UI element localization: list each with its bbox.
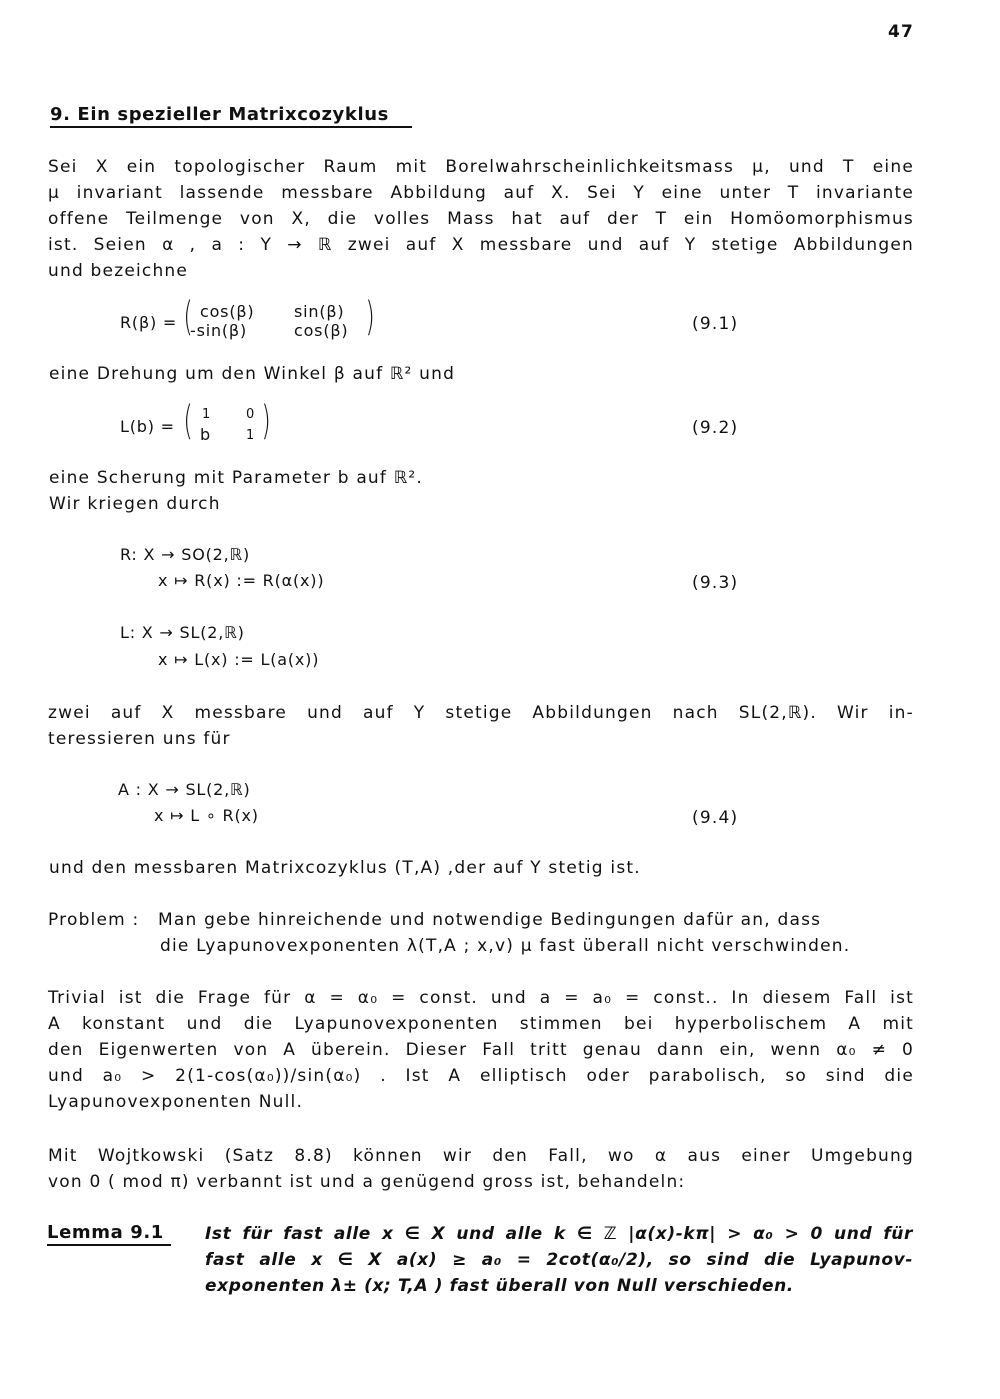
lemma-line1: Ist für fast alle x ∈ X und alle k ∈ ℤ |α(x)-kπ| > α₀ > 0 und für bbox=[205, 1224, 913, 1244]
para3-line: und a₀ > 2(1-cos(α₀))/sin(α₀) . Ist A elliptisch oder parabolisch, so sind die bbox=[48, 1066, 914, 1086]
eq92-m11: 1 bbox=[202, 407, 212, 422]
problem-line2: die Lyapunovexponenten λ(T,A ; x,v) μ fast überall nicht verschwinden. bbox=[160, 936, 851, 956]
para1-line: und bezeichne bbox=[48, 261, 189, 281]
para1-line: Sei X ein topologischer Raum mit Borelwahrscheinlichkeitsmass μ, und T eine bbox=[48, 157, 914, 177]
text-rotation: eine Drehung um den Winkel β auf ℝ² und bbox=[49, 364, 456, 384]
para3-line: A konstant und die Lyapunovexponenten stimmen bei hyperbolischem A mit bbox=[48, 1014, 914, 1034]
eqL-line2: x ↦ L(x) := L(a(x)) bbox=[158, 650, 320, 669]
para1-line: μ invariant lassende messbare Abbildung auf X. Sei Y eine unter T invariante bbox=[48, 183, 914, 203]
text-shear: eine Scherung mit Parameter b auf ℝ². bbox=[49, 468, 423, 488]
eq94-line2: x ↦ L ∘ R(x) bbox=[154, 806, 259, 825]
lemma-line2: fast alle x ∈ X a(x) ≥ a₀ = 2cot(α₀/2), so sind die Lyapunov- bbox=[205, 1250, 913, 1270]
para3-line: den Eigenwerten von A überein. Dieser Fall tritt genau dann ein, wenn α₀ ≠ 0 bbox=[48, 1040, 914, 1060]
right-paren: ) bbox=[365, 294, 376, 340]
lemma-line3: exponenten λ± (x; T,A ) fast überall von Null verschieden. bbox=[205, 1276, 794, 1296]
eq94-line1: A : X → SL(2,ℝ) bbox=[118, 780, 251, 799]
para4-line: Mit Wojtkowski (Satz 8.8) können wir den Fall, wo α aus einer Umgebung bbox=[48, 1146, 914, 1166]
eq92-number: (9.2) bbox=[692, 418, 739, 438]
eq92-m22: 1 bbox=[246, 428, 256, 443]
para1-line: offene Teilmenge von X, die volles Mass hat auf der T ein Homöomorphismus bbox=[48, 209, 914, 229]
para1-line: ist. Seien α , a : Y → ℝ zwei auf X messbare und auf Y stetige Abbildungen bbox=[48, 235, 914, 255]
para4-line: von 0 ( mod π) verbannt ist und a genügend gross ist, behandeln: bbox=[48, 1172, 686, 1192]
left-paren: ( bbox=[183, 398, 194, 444]
lemma-label: Lemma 9.1 bbox=[47, 1222, 164, 1243]
eq91-number: (9.1) bbox=[692, 314, 739, 334]
eq93-line2: x ↦ R(x) := R(α(x)) bbox=[158, 571, 325, 590]
eq91-m21: -sin(β) bbox=[190, 321, 247, 340]
para2-line: zwei auf X messbare und auf Y stetige Abbildungen nach SL(2,ℝ). Wir in- bbox=[48, 703, 914, 723]
title-underline bbox=[50, 126, 412, 128]
right-paren: ) bbox=[261, 398, 272, 444]
eqL-line1: L: X → SL(2,ℝ) bbox=[120, 623, 245, 642]
para2-line: teressieren uns für bbox=[48, 729, 231, 749]
section-title: 9. Ein spezieller Matrixcozyklus bbox=[50, 104, 389, 125]
para3-line: Trivial ist die Frage für α = α₀ = const. und a = a₀ = const.. In diesem Fall ist bbox=[48, 988, 914, 1008]
text-wir: Wir kriegen durch bbox=[49, 494, 221, 514]
problem-label: Problem : bbox=[48, 910, 140, 930]
para3-line: Lyapunovexponenten Null. bbox=[48, 1092, 304, 1112]
eq94-number: (9.4) bbox=[692, 808, 739, 828]
eq92-m12: 0 bbox=[246, 407, 256, 422]
eq91-m22: cos(β) bbox=[294, 321, 349, 340]
page-number: 47 bbox=[888, 22, 915, 42]
left-paren: ( bbox=[183, 294, 194, 340]
eq93-number: (9.3) bbox=[692, 573, 739, 593]
problem-line1: Man gebe hinreichende und notwendige Bedingungen dafür an, dass bbox=[158, 910, 822, 930]
eq91-m12: sin(β) bbox=[294, 302, 345, 321]
eq92-m21: b bbox=[200, 425, 211, 444]
eq91-m11: cos(β) bbox=[200, 302, 255, 321]
lemma-underline bbox=[47, 1244, 171, 1246]
eq91-lhs: R(β) = bbox=[120, 313, 178, 332]
eq93-line1: R: X → SO(2,ℝ) bbox=[120, 545, 251, 564]
text-und: und den messbaren Matrixcozyklus (T,A) ,der auf Y stetig ist. bbox=[49, 858, 641, 878]
eq92-lhs: L(b) = bbox=[120, 417, 175, 436]
